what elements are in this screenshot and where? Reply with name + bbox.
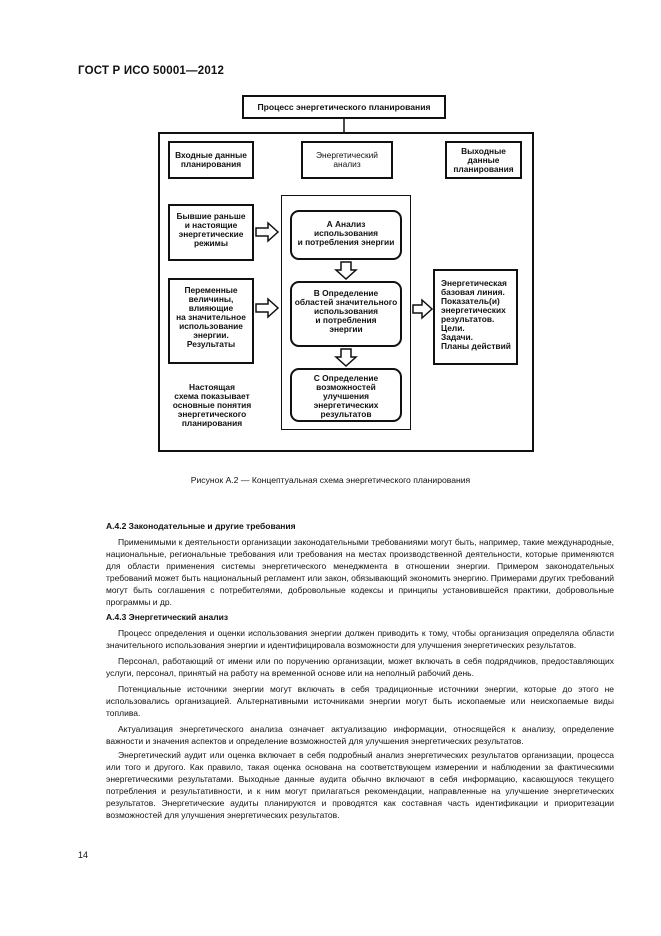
review-header-text: Энергетический анализ <box>316 150 378 169</box>
document-header: ГОСТ Р ИСО 50001—2012 <box>78 65 225 77</box>
section-a43-paragraph-4: Актуализация энергетического анализа означает актуализацию информации, относящейся к анализу, определение важности и значения аспектов и определение возможностей для улучшения энергетических результатов. <box>106 724 614 746</box>
step-c-text: С Определение возможностей улучшения энергетических результатов <box>313 373 379 419</box>
page-number: 14 <box>78 850 89 860</box>
diagram-note: Настоящая схема показывает основные понятия энергетического планирования <box>172 382 252 428</box>
arrow-input1-icon <box>256 223 278 241</box>
arrow-input2-icon <box>256 299 278 317</box>
step-b-text: В Определение областей значительного использования и потребления энергии <box>294 288 398 334</box>
outputs-text: Энергетическая базовая линия. Показатель(и) энергетических результатов. Цели. Задачи. Планы действий <box>441 278 511 351</box>
arrow-a-b-icon <box>336 262 356 279</box>
section-a43-title: А.4.3 Энергетический анализ <box>106 612 229 622</box>
section-a43-paragraph-1: Процесс определения и оценки использования энергии должен приводить к тому, чтобы организация определяла области значительного использования энергии и идентифицировала возможности для улучшения энергетических результатов. <box>106 628 614 650</box>
figure-caption: Рисунок А.2 — Концептуальная схема энергетического планирования <box>190 475 471 485</box>
section-a43-paragraph-5: Энергетический аудит или оценка включает в себя подробный анализ энергетических результатов организации, процесса или того и другого. Как правило, такая оценка основана на соответствующем измерении и наблюдении за фактическими энергетическими результатами. Выходные данные аудита обычно включают в себя информацию, касающуюся текущего потребления и результативности, и к ним могут прилагаться рекомендации, направленные на улучшение энергетических результатов. Энергетические аудиты планируются и проводятся как составная часть идентификации и приоритезации возможностей для улучшения энергетических результатов. <box>106 750 614 820</box>
step-a-text: А Анализ использования и потребления энергии <box>297 219 395 247</box>
section-a42-title: А.4.2 Законодательные и другие требования <box>106 521 296 531</box>
section-a43-paragraph-2: Персонал, работающий от имени или по поручению организации, может включать в себя подрядчиков, предоставляющих услуги, персонал, принятый на работу на временной основе или на неполный рабочий день. <box>106 656 614 678</box>
outputs-header-text: Выходные данные планирования <box>453 146 514 174</box>
section-a43-paragraph-3: Потенциальные источники энергии могут включать в себя традиционные источники энергии, которые до этого не использовались организацией. Альтернативными источниками энергии могут быть ископаемые или неископаемые виды топлива. <box>106 684 614 718</box>
input-past-present-text: Бывшие раньше и настоящие энергетические режимы <box>176 211 246 248</box>
input-variables-text: Переменные величины, влияющие на значительное использование энергии. Результаты <box>176 285 246 349</box>
diagram-title-box: Процесс энергетического планирования <box>242 95 446 119</box>
arrow-b-c-icon <box>336 349 356 366</box>
section-a42 <box>106 520 614 821</box>
section-a42-paragraph: Применимыми к деятельности организации законодательными требованиями могут быть, например, такие международные, национальные, региональные требования или требования на местах производственной деятельности, которые применяются для области применения системы энергетического менеджмента в отношении энергии. Примером законодательных требований может быть национальный регламент или закон, обязывающий экономить энергию. Примерами других требований могут быть соглашения с потребителями, добровольные кодексы и принципы установившейся практики, добровольные программы и др. <box>106 537 614 607</box>
arrow-output-icon <box>413 300 432 318</box>
inputs-header-text: Входные данные планирования <box>175 150 247 169</box>
